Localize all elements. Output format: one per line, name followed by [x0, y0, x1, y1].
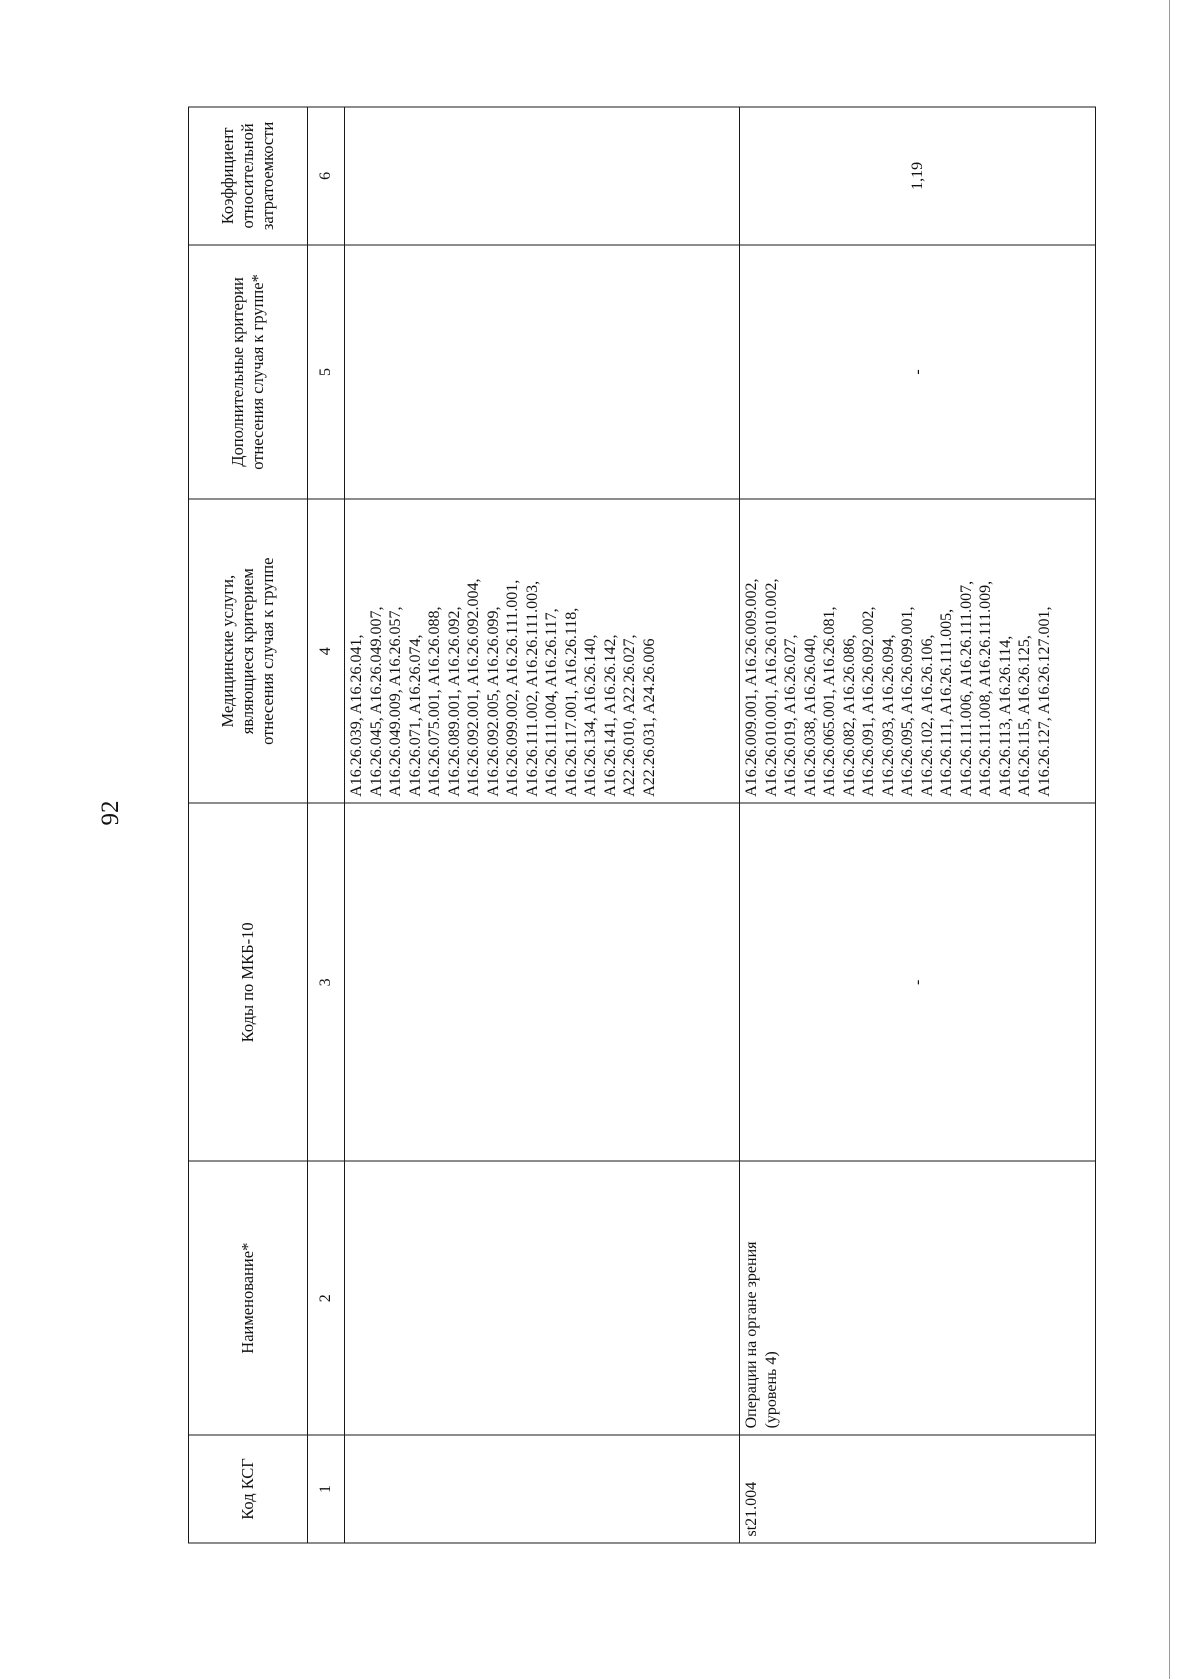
service-codes-line: A16.26.071, A16.26.074,: [406, 634, 424, 797]
header-name-text: Наименование*: [237, 1242, 257, 1354]
cell-mkb-codes: [345, 803, 740, 1161]
column-number: 1: [308, 1434, 345, 1542]
service-codes-line: A16.26.095, A16.26.099.001,: [899, 606, 917, 797]
cell-code-ksg: st21.004: [740, 1434, 1096, 1542]
column-number: 2: [308, 1161, 345, 1434]
service-codes-line: A16.26.092.001, A16.26.092.004,: [465, 578, 483, 797]
service-codes-line: A16.26.127, A16.26.127.001,: [1035, 606, 1053, 797]
header-coefficient-line: относительной: [237, 122, 257, 228]
header-services-line: являющиеся критерием: [237, 567, 257, 734]
header-services-line: отнесения случая к группе: [258, 557, 278, 745]
service-codes-line: A16.26.141, A16.26.142,: [601, 634, 619, 797]
service-codes-line: A16.26.111.006, A16.26.111.007,: [957, 580, 975, 797]
service-codes-line: A16.26.111.002, A16.26.111.003,: [523, 580, 541, 797]
header-medical-services: [189, 499, 308, 803]
column-number-row: [308, 107, 345, 1543]
rotated-table-container: [188, 106, 1096, 1543]
column-number: 6: [308, 107, 345, 245]
header-criteria-line: Дополнительные критерии: [227, 276, 247, 467]
service-codes-line: A16.26.113, A16.26.114,: [996, 635, 1014, 797]
service-codes-line: A16.26.111.004, A16.26.117,: [543, 607, 561, 797]
cell-code-ksg: [345, 1434, 740, 1542]
cell-name: [740, 1161, 1096, 1434]
service-codes-line: A16.26.039, A16.26.041,: [348, 634, 365, 797]
cell-additional-criteria: [345, 244, 740, 498]
service-codes-line: A16.26.045, A16.26.049.007,: [367, 606, 385, 797]
cell-coefficient: 1,19: [740, 107, 1096, 245]
scan-edge-line: [1169, 0, 1170, 1679]
service-codes-line: A22.26.010, A22.26.027,: [621, 634, 639, 797]
service-codes-line: A16.26.111, A16.26.111.005,: [938, 608, 956, 797]
cell-medical-services: [345, 499, 740, 803]
header-coefficient: [189, 107, 308, 245]
service-codes-line: A16.26.092.005, A16.26.099,: [484, 606, 502, 797]
cell-name: [345, 1161, 740, 1434]
service-codes-line: A16.26.049.009, A16.26.057,: [387, 606, 405, 797]
table-row: [345, 107, 740, 1543]
name-line: (уровень 4): [762, 1350, 780, 1428]
service-codes-line: A22.26.031, A24.26.006: [640, 638, 658, 797]
column-number: 5: [308, 244, 345, 498]
cell-medical-services: [740, 499, 1096, 803]
ksg-table: [188, 106, 1096, 1543]
service-codes-line: A16.26.099.002, A16.26.111.001,: [504, 579, 522, 797]
header-coefficient-line: Коэффициент: [217, 127, 237, 224]
header-services-line: Медицинские услуги,: [217, 574, 237, 728]
column-number: 4: [308, 499, 345, 803]
column-number: 3: [308, 803, 345, 1161]
cell-additional-criteria: -: [740, 244, 1096, 498]
cell-coefficient: [345, 107, 740, 245]
table-row: [740, 107, 1096, 1543]
ksg-table-region: [188, 106, 1096, 1543]
service-codes-line: A16.26.117.001, A16.26.118,: [562, 607, 580, 797]
name-line: Операции на органе зрения: [743, 1241, 760, 1428]
header-criteria-line: отнесения случая к группе*: [248, 273, 267, 470]
service-codes-line: A16.26.093, A16.26.094,: [879, 634, 897, 797]
service-codes-line: A16.26.065.001, A16.26.081,: [821, 606, 839, 797]
service-codes-line: A16.26.102, A16.26.106,: [918, 634, 936, 797]
service-codes-line: A16.26.038, A16.26.040,: [801, 634, 819, 797]
header-coefficient-line: затратоемкости: [258, 121, 278, 230]
header-code-ksg-text: Код КСГ: [237, 1457, 257, 1520]
service-codes-line: A16.26.019, A16.26.027,: [782, 634, 800, 797]
header-code-ksg: [189, 1434, 308, 1542]
header-name: [189, 1161, 308, 1434]
cell-mkb-codes: -: [740, 803, 1096, 1161]
service-codes-line: A16.26.089.001, A16.26.092,: [445, 606, 463, 797]
service-codes-line: A16.26.134, A16.26.140,: [582, 634, 600, 797]
header-mkb-codes: [189, 803, 308, 1161]
service-codes-line: A16.26.082, A16.26.086,: [840, 634, 858, 797]
service-codes-line: A16.26.010.001, A16.26.010.002,: [762, 578, 780, 797]
service-codes-line: A16.26.075.001, A16.26.088,: [426, 606, 444, 797]
header-row: [189, 107, 308, 1543]
header-additional-criteria: [189, 244, 308, 498]
service-codes-line: A16.26.115, A16.26.125,: [1016, 634, 1034, 797]
header-mkb-codes-text: Коды по МКБ-10: [237, 921, 257, 1042]
page-number: 92: [97, 800, 124, 826]
service-codes-line: A16.26.091, A16.26.092.002,: [860, 606, 878, 797]
service-codes-line: A16.26.111.008, A16.26.111.009,: [977, 580, 995, 797]
service-codes-line: A16.26.009.001, A16.26.009.002,: [743, 578, 760, 797]
